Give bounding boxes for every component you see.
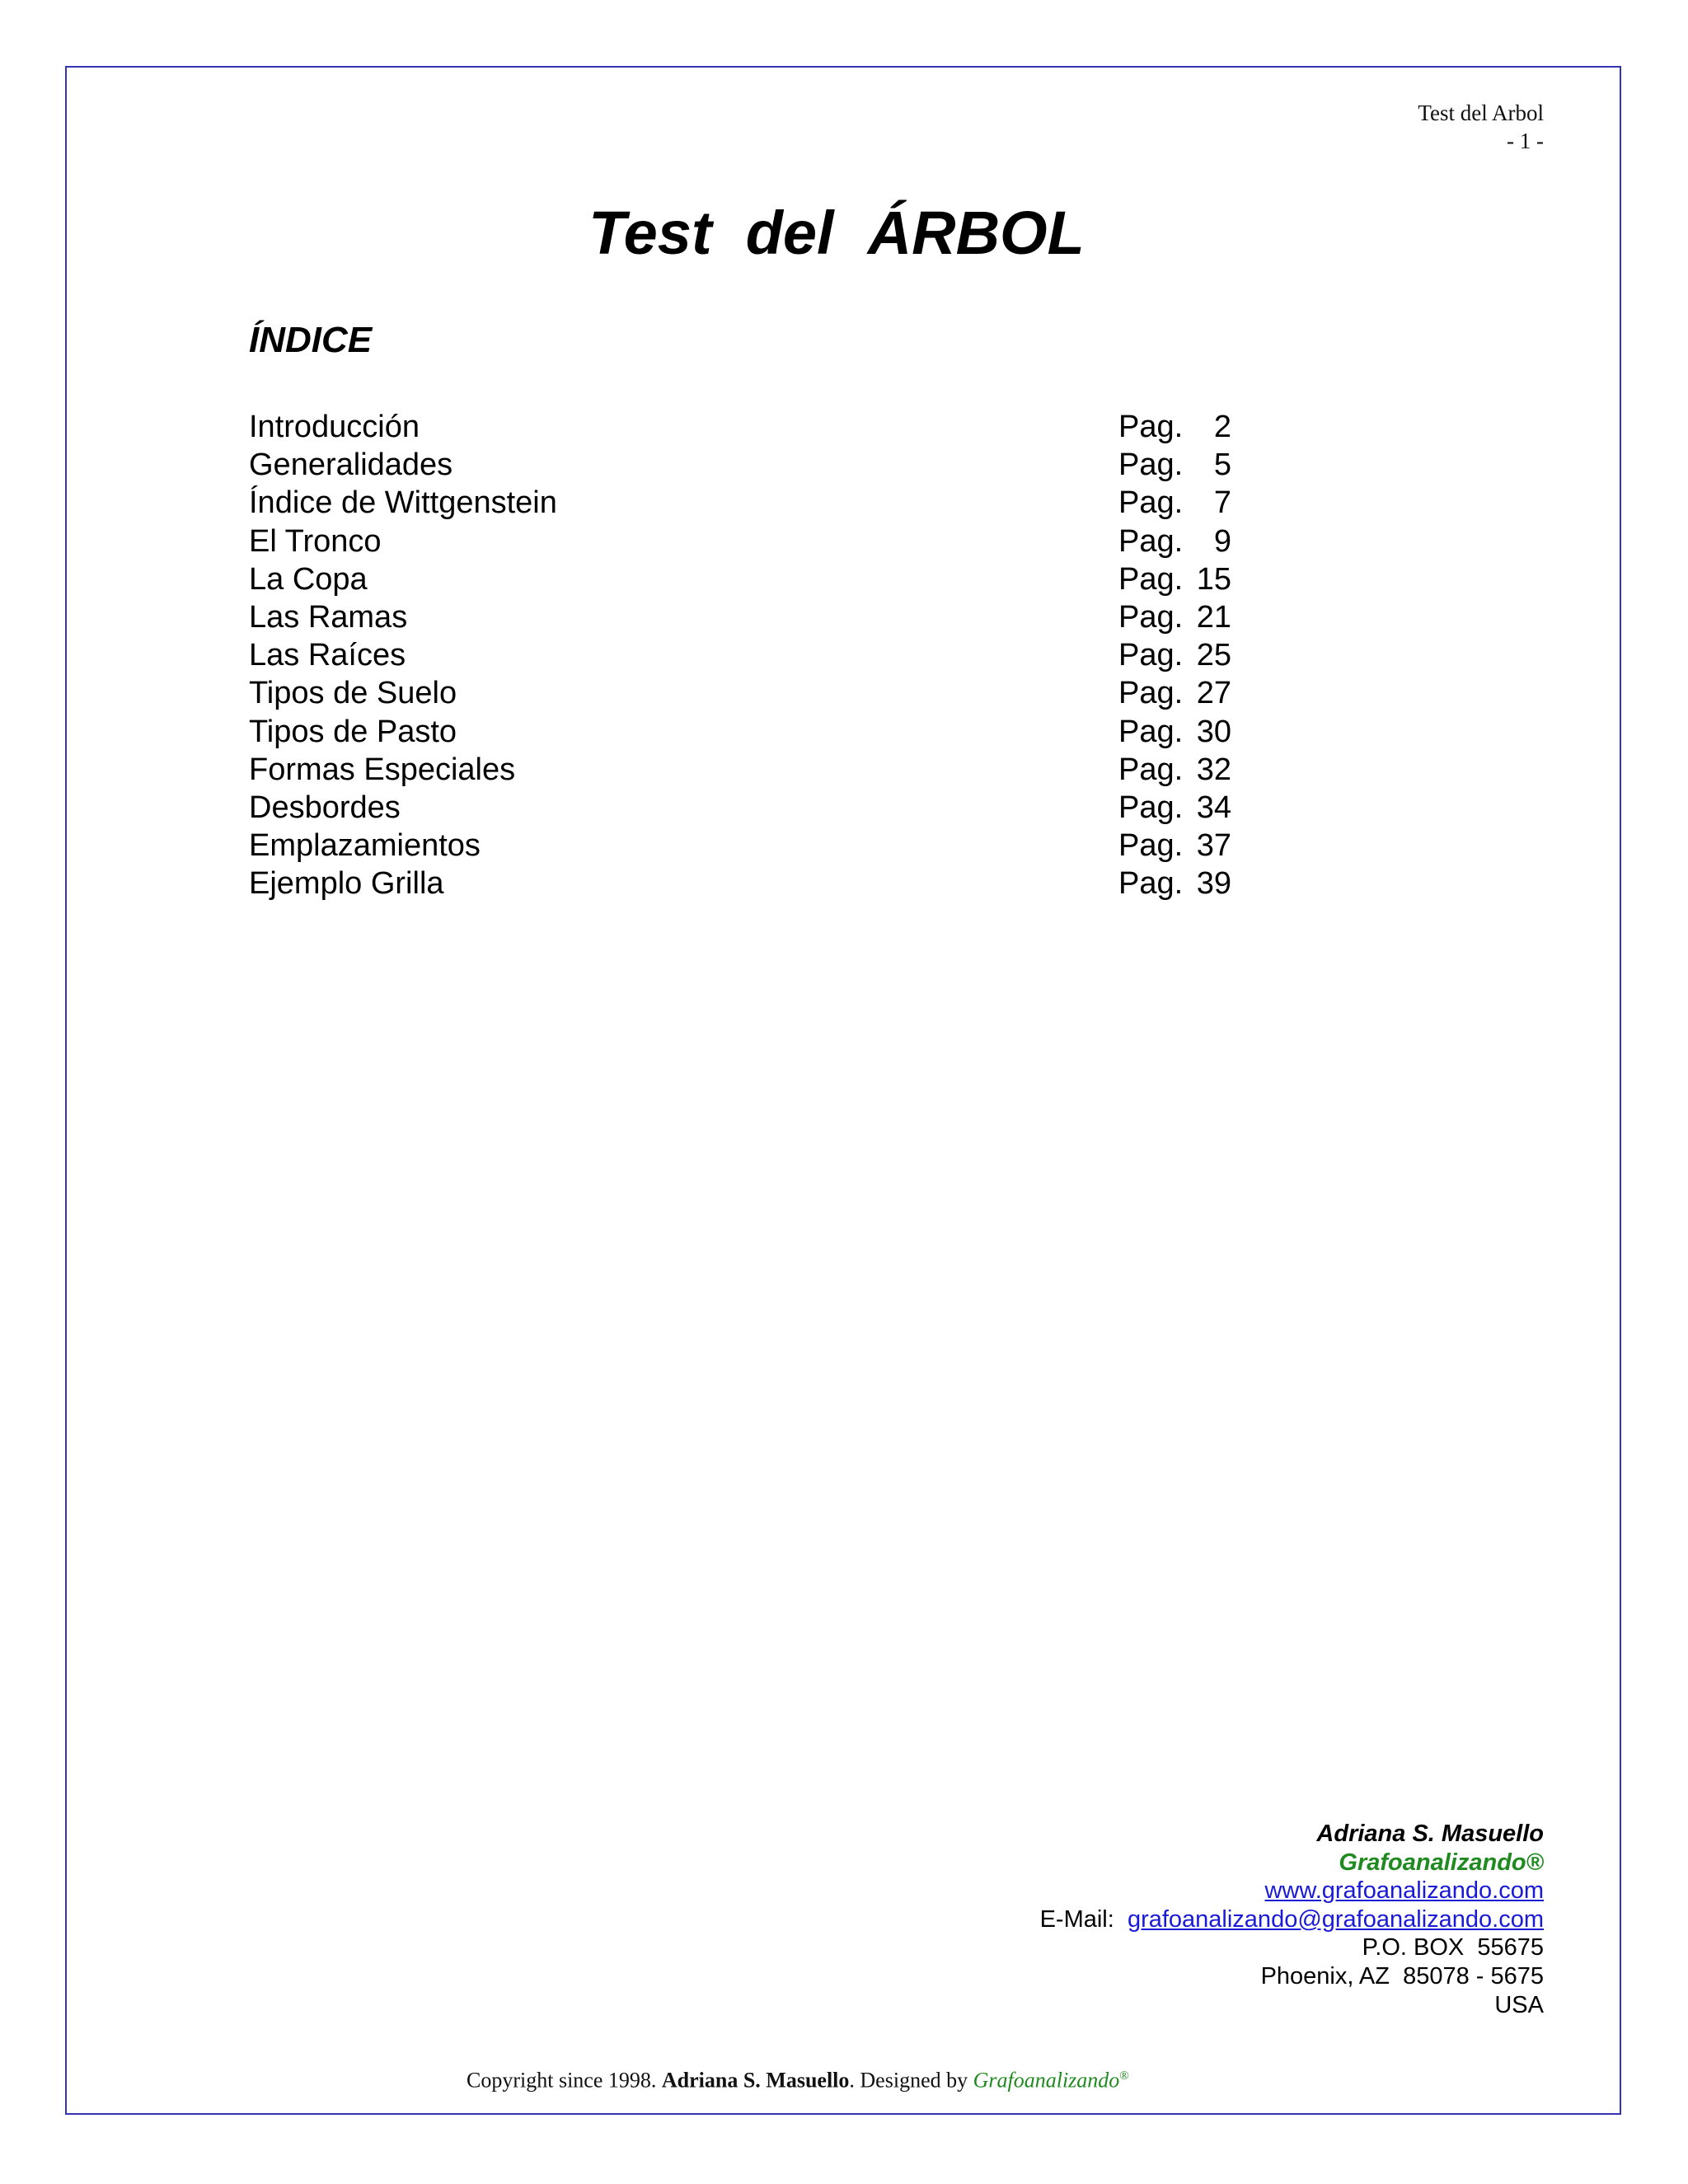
toc-pag-label: Pag. — [1118, 714, 1184, 749]
toc-pag-label: Pag. — [1118, 599, 1184, 635]
table-of-contents — [249, 408, 1279, 902]
toc-row[interactable] — [249, 789, 1279, 827]
email-label: E-Mail: — [1039, 1905, 1114, 1933]
toc-row[interactable] — [249, 523, 1279, 560]
toc-entry-title: Ejemplo Grilla — [249, 866, 444, 902]
toc-entry-title: Las Raíces — [249, 638, 406, 673]
toc-pag-label: Pag. — [1118, 752, 1184, 787]
toc-pag-label: Pag. — [1118, 676, 1184, 711]
index-heading: ÍNDICE — [249, 320, 373, 360]
po-box: P.O. BOX 55675 — [1362, 1934, 1544, 1961]
toc-page-number: 5 — [1213, 448, 1231, 483]
running-header — [1418, 99, 1544, 155]
toc-page-number: 37 — [1196, 828, 1231, 864]
city-line: Phoenix, AZ 85078 - 5675 — [1260, 1962, 1544, 1990]
toc-row[interactable] — [249, 408, 1279, 446]
toc-entry-title: Formas Especiales — [249, 752, 516, 787]
toc-pag-label: Pag. — [1118, 448, 1184, 483]
toc-entry-title: Introducción — [249, 410, 420, 444]
toc-pag-label: Pag. — [1118, 561, 1184, 597]
toc-page-number: 2 — [1213, 410, 1231, 444]
copyright-middle: . Designed by — [849, 2068, 973, 2093]
toc-entry-title: Generalidades — [249, 448, 453, 483]
toc-row[interactable] — [249, 713, 1279, 751]
email-line — [1040, 1905, 1544, 1934]
toc-row[interactable] — [249, 636, 1279, 674]
toc-row[interactable] — [249, 598, 1279, 636]
page-number: - 1 - — [1507, 129, 1544, 153]
toc-pag-label: Pag. — [1118, 638, 1184, 673]
toc-entry-title: El Tronco — [249, 523, 382, 559]
toc-pag-label: Pag. — [1118, 410, 1184, 444]
toc-pag-label: Pag. — [1118, 828, 1184, 864]
document-title: Test del ÁRBOL — [588, 199, 1085, 267]
website-link[interactable]: www.grafoanalizando.com — [1264, 1877, 1544, 1905]
toc-entry-title: Emplazamientos — [249, 828, 481, 864]
toc-row[interactable] — [249, 560, 1279, 598]
toc-row[interactable] — [249, 446, 1279, 484]
toc-pag-label: Pag. — [1118, 523, 1184, 559]
page-border — [65, 66, 1621, 2115]
copyright-footer — [467, 2062, 1129, 2095]
copyright-brand: Grafoanalizando — [973, 2068, 1120, 2093]
brand-name: Grafoanalizando® — [1339, 1849, 1544, 1876]
toc-page-number: 15 — [1196, 561, 1231, 597]
toc-entry-title: Tipos de Suelo — [249, 676, 457, 711]
author-name: Adriana S. Masuello — [1316, 1821, 1544, 1847]
toc-page-number: 25 — [1196, 638, 1231, 673]
toc-page-number: 30 — [1196, 714, 1231, 749]
toc-row[interactable] — [249, 751, 1279, 789]
email-link[interactable]: grafoanalizando@grafoanalizando.com — [1127, 1905, 1544, 1933]
toc-pag-label: Pag. — [1118, 790, 1184, 825]
contact-block — [1040, 1820, 1544, 2019]
toc-row[interactable] — [249, 827, 1279, 865]
toc-pag-label: Pag. — [1118, 485, 1184, 521]
toc-page-number: 39 — [1196, 866, 1231, 902]
toc-page-number: 34 — [1196, 790, 1231, 825]
toc-entry-title: La Copa — [249, 561, 368, 597]
toc-page-number: 27 — [1196, 676, 1231, 711]
toc-entry-title: Las Ramas — [249, 599, 408, 635]
toc-row[interactable] — [249, 865, 1279, 902]
running-header-title: Test del Arbol — [1418, 101, 1544, 125]
toc-page-number: 7 — [1213, 485, 1231, 521]
toc-entry-title: Índice de Wittgenstein — [249, 485, 557, 521]
country: USA — [1494, 1991, 1544, 2018]
registered-mark: ® — [1119, 2069, 1129, 2083]
toc-page-number: 21 — [1196, 599, 1231, 635]
toc-pag-label: Pag. — [1118, 866, 1184, 902]
toc-row[interactable] — [249, 484, 1279, 522]
toc-entry-title: Desbordes — [249, 790, 401, 825]
copyright-prefix: Copyright since 1998. — [467, 2068, 662, 2093]
copyright-name: Adriana S. Masuello — [661, 2068, 850, 2093]
toc-row[interactable] — [249, 674, 1279, 712]
toc-page-number: 9 — [1213, 523, 1231, 559]
toc-page-number: 32 — [1196, 752, 1231, 787]
toc-entry-title: Tipos de Pasto — [249, 714, 457, 749]
